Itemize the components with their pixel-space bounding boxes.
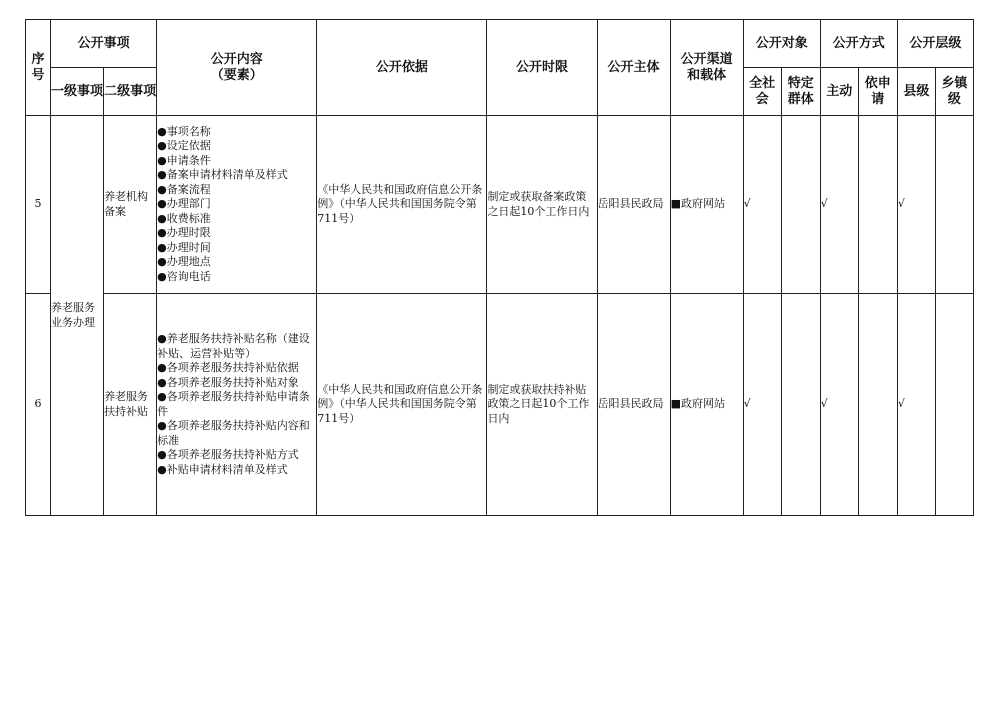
content-item: ●补贴申请材料清单及样式 [157,462,288,476]
row-channel: ■政府网站 [670,294,743,516]
row-level2: 养老服务扶持补贴 [104,294,157,516]
header-channel [670,20,743,116]
header-target-all: 全社会 [743,68,781,116]
content-item: ●办理地点 [157,255,211,269]
row-method-active: √ [820,116,858,294]
content-item: ●各项养老服务扶持补贴内容和标准 [157,419,310,447]
row-content [157,116,317,294]
row-level-town [935,294,973,516]
content-item: ●咨询电话 [157,269,211,283]
header-subject: 公开主体 [597,20,670,116]
content-item: ●收费标准 [157,211,211,225]
content-item: ●各项养老服务扶持补贴方式 [157,448,299,461]
header-items: 公开事项 [51,20,157,68]
content-item: ●办理部门 [157,197,211,211]
row-subject: 岳阳县民政局 [597,294,670,516]
header-method-request: 依申请 [858,68,897,116]
row-target-all: √ [743,294,781,516]
row-target-all: √ [743,116,781,294]
header-level: 公开层级 [897,20,973,68]
header-target: 公开对象 [743,20,820,68]
row-seq: 6 [26,294,51,516]
content-item: ●办理时限 [157,226,211,240]
header-target-specific: 特定群体 [781,68,820,116]
content-item: ●各项养老服务扶持补贴申请条件 [157,390,310,418]
row-level-county: √ [897,294,935,516]
header-channel-line2: 和载体 [687,67,727,83]
row-channel: ■政府网站 [670,116,743,294]
header-content-line1: 公开内容 [210,51,263,67]
content-item: ●办理时间 [157,240,211,254]
row-target-specific [781,294,820,516]
content-item: ●申请条件 [157,153,211,167]
header-seq: 序号 [26,20,51,116]
content-item: ●备案流程 [157,182,211,196]
header-method: 公开方式 [820,20,897,68]
content-item: ●设定依据 [157,139,211,153]
row-level-town [935,116,973,294]
row-deadline: 制定或获取扶持补贴政策之日起10个工作日内 [487,294,597,516]
content-item: ●备案申请材料清单及样式 [157,168,288,182]
row-subject: 岳阳县民政局 [597,116,670,294]
header-basis: 公开依据 [317,20,487,116]
row-seq: 5 [26,116,51,294]
row-basis: 《中华人民共和国政府信息公开条例》（中华人民共和国国务院令第711号） [317,294,487,516]
row-basis: 《中华人民共和国政府信息公开条例》（中华人民共和国国务院令第711号） [317,116,487,294]
row-target-specific [781,116,820,294]
row-level-county: √ [897,116,935,294]
header-deadline: 公开时限 [487,20,597,116]
header-channel-line1: 公开渠道 [680,51,733,67]
header-level1: 一级事项 [51,68,104,116]
row-content [157,294,317,516]
row-method-request [858,294,897,516]
row-deadline: 制定或获取备案政策之日起10个工作日内 [487,116,597,294]
content-item: ●养老服务扶持补贴名称（建设补贴、运营补贴等） [157,332,310,360]
header-content-line2: （要素） [210,67,263,83]
row-method-request [858,116,897,294]
content-item: ●各项养老服务扶持补贴对象 [157,375,299,389]
content-item: ●各项养老服务扶持补贴依据 [157,361,299,374]
row-method-active: √ [820,294,858,516]
header-method-active: 主动 [820,68,858,116]
content-item: ●事项名称 [157,124,211,138]
table-row [26,116,974,294]
table-row [26,294,974,516]
disclosure-table [25,19,974,516]
row-level2: 养老机构备案 [104,116,157,294]
header-content [157,20,317,116]
header-level-county: 县级 [897,68,935,116]
group-level1: 养老服务业务办理 [51,116,104,516]
header-level-town: 乡镇级 [935,68,973,116]
header-level2: 二级事项 [104,68,157,116]
